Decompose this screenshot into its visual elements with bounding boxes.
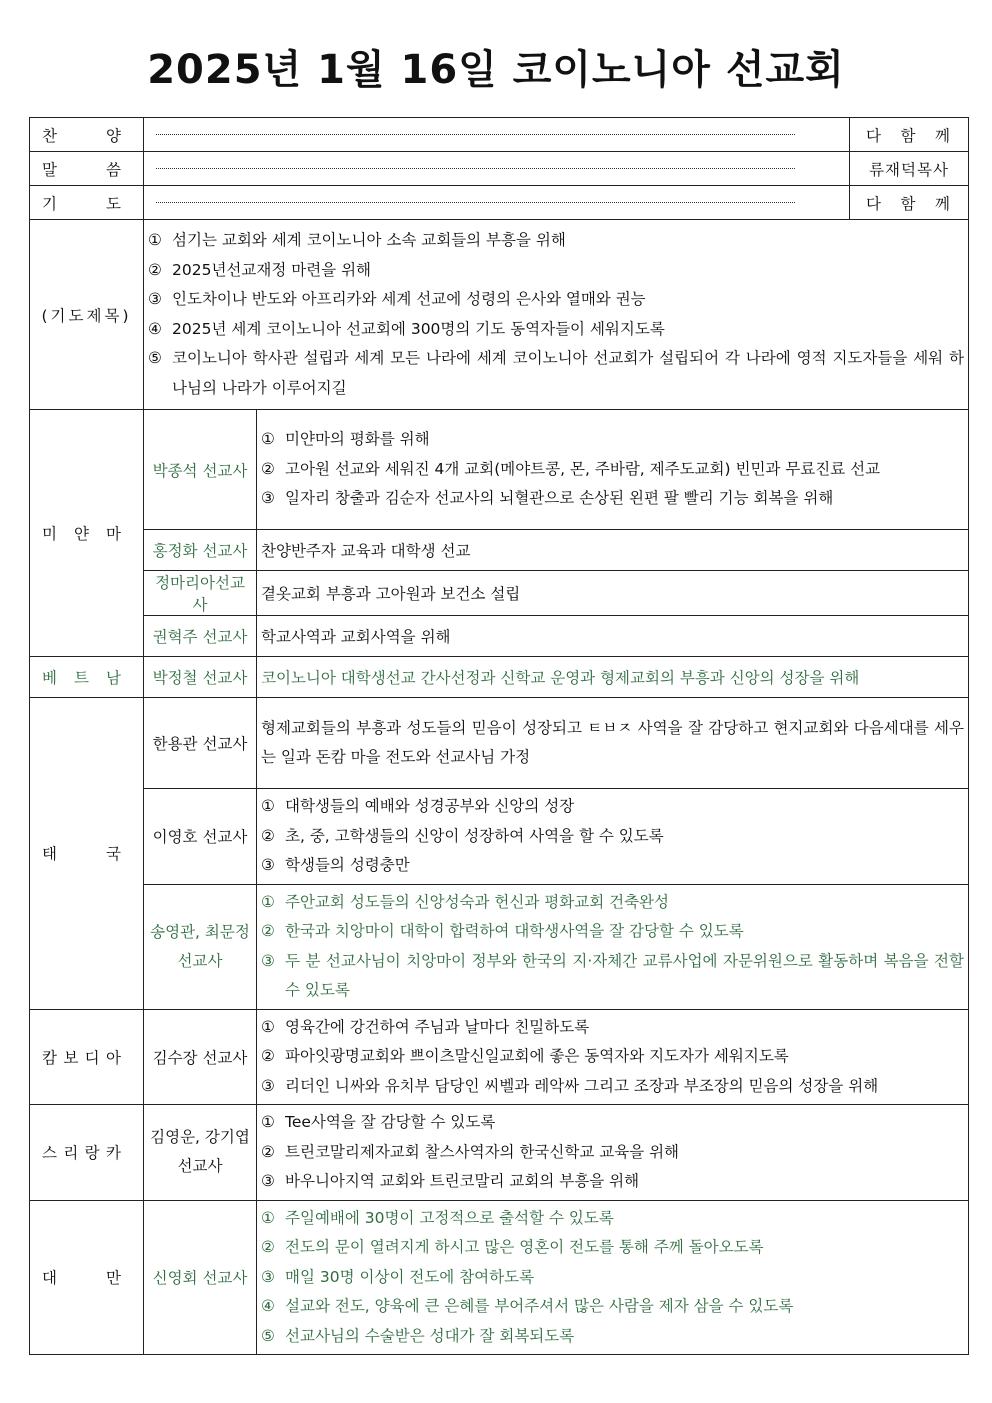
list-item: ③ 인도차이나 반도와 아프리카와 세계 선교에 성령의 은사와 열매와 권능 — [148, 290, 646, 308]
page-title: 2025년 1월 16일 코이노니아 선교회 — [147, 47, 845, 93]
service-label: 찬 양 — [30, 118, 144, 152]
prayer-text: 코이노니아 대학생선교 간사선정과 신학교 운영과 형제교회의 부흥과 신앙의 성장을 위해 — [257, 657, 969, 698]
list-item: ② 고아원 선교와 세워진 4개 교회(메야트콩, 몬, 주바람, 제주도교회) 빈민과 무료진료 선교 — [261, 459, 881, 478]
list-item: ① 주안교회 성도들의 신앙성숙과 헌신과 평화교회 건축완성 — [261, 892, 669, 911]
thailand-row-3 — [30, 884, 969, 1009]
myanmar-row-2 — [30, 530, 969, 571]
missionary-name: 이영호 선교사 — [144, 789, 257, 885]
prayer-topics-row — [30, 220, 969, 410]
prayer-list — [257, 410, 969, 530]
cambodia-row — [30, 1009, 969, 1105]
service-row-prayer — [30, 186, 969, 220]
service-leader: 류재덕목사 — [850, 152, 969, 186]
taiwan-row — [30, 1200, 969, 1355]
service-row-praise — [30, 118, 969, 152]
list-item: ① 주일예배에 30명이 고정적으로 출석할 수 있도록 — [261, 1208, 614, 1227]
myanmar-row-4 — [30, 616, 969, 657]
list-item: ③ 리더인 니싸와 유치부 담당인 씨벨과 레악싸 그리고 조장과 부조장의 믿음의 성장을 위해 — [261, 1076, 879, 1095]
list-item: ② 2025년선교재정 마련을 위해 — [148, 260, 372, 279]
missionary-name: 정마리아선교사 — [144, 571, 257, 616]
myanmar-row-3 — [30, 571, 969, 616]
list-item: ③ 바우니아지역 교회와 트린코말리 교회의 부흥을 위해 — [261, 1172, 640, 1190]
country-myanmar: 미 얀 마 — [30, 410, 144, 657]
list-item: ② 전도의 문이 열려지게 하시고 많은 영혼이 전도를 통해 주께 돌아오도록 — [261, 1238, 764, 1256]
missionary-name: 신영회 선교사 — [144, 1200, 257, 1355]
list-item: ① 미얀마의 평화를 위해 — [261, 430, 430, 449]
prayer-text: 곁옷교회 부흥과 고아원과 보건소 설립 — [257, 571, 969, 616]
service-dotted-line — [144, 152, 850, 186]
vietnam-row — [30, 657, 969, 698]
thailand-row-2 — [30, 789, 969, 885]
prayer-topics-list — [144, 220, 969, 410]
prayer-text: 학교사역과 교회사역을 위해 — [257, 616, 969, 657]
myanmar-row-1 — [30, 410, 969, 530]
service-label: 말 씀 — [30, 152, 144, 186]
list-item: ③ 두 분 선교사님이 치앙마이 정부와 한국의 지·자체간 교류사업에 자문위원으로 활동하며 복음을 전할 수 있도록 — [261, 951, 964, 999]
srilanka-row — [30, 1105, 969, 1201]
list-item: ② 초, 중, 고학생들의 신앙이 성장하여 사역을 할 수 있도록 — [261, 826, 664, 845]
prayer-list — [257, 884, 969, 1009]
service-dotted-line — [144, 118, 850, 152]
service-row-sermon — [30, 152, 969, 186]
list-item: ① 영육간에 강건하여 주님과 날마다 친밀하도록 — [261, 1017, 590, 1036]
service-label: 기 도 — [30, 186, 144, 220]
prayer-list — [257, 1105, 969, 1201]
missionary-name: 권혁주 선교사 — [144, 616, 257, 657]
list-item: ① Tee사역을 잘 감당할 수 있도록 — [261, 1113, 496, 1131]
list-item: ① 섬기는 교회와 세계 코이노니아 소속 교회들의 부흥을 위해 — [148, 231, 566, 249]
prayer-list — [257, 789, 969, 885]
list-item: ② 파아잇광명교회와 쁘이츠말신일교회에 좋은 동역자와 지도자가 세워지도록 — [261, 1047, 789, 1065]
country-vietnam: 베 트 남 — [30, 657, 144, 698]
prayer-text: 형제교회들의 부흥과 성도들의 믿음이 성장되고 ㅌㅂㅈ 사역을 잘 감당하고 현지교회와 다음세대를 세우는 일과 돈캄 마을 전도와 선교사님 가정 — [257, 698, 969, 789]
list-item: ① 대학생들의 예배와 성경공부와 신앙의 성장 — [261, 797, 575, 815]
list-item: ④ 설교와 전도, 양육에 큰 은혜를 부어주셔서 많은 사람을 제자 삼을 수 있도록 — [261, 1297, 794, 1315]
list-item: ⑤ 선교사님의 수술받은 성대가 잘 회복되도록 — [261, 1326, 575, 1345]
country-taiwan: 대 만 — [30, 1200, 144, 1355]
prayer-list — [257, 1009, 969, 1105]
list-item: ② 한국과 치앙마이 대학이 합력하여 대학생사역을 잘 감당할 수 있도록 — [261, 922, 744, 940]
country-cambodia: 캄 보 디 아 — [30, 1009, 144, 1105]
service-leader: 다 함 께 — [850, 118, 969, 152]
list-item: ⑤ 코이노니아 학사관 설립과 세계 모든 나라에 세계 코이노니아 선교회가 설립되어 각 나라에 영적 지도자들을 세워 하나님의 나라가 이루어지길 — [148, 349, 964, 397]
list-item: ② 트린코말리제자교회 찰스사역자의 한국신학교 교육을 위해 — [261, 1142, 680, 1161]
service-leader: 다 함 께 — [850, 186, 969, 220]
missionary-name: 홍정화 선교사 — [144, 530, 257, 571]
missionary-name: 박정철 선교사 — [144, 657, 257, 698]
schedule-table — [29, 117, 969, 1355]
prayer-list — [257, 1200, 969, 1355]
list-item: ③ 일자리 창출과 김순자 선교사의 뇌혈관으로 손상된 왼편 팔 빨리 기능 회복을 위해 — [261, 489, 834, 508]
missionary-name: 김수장 선교사 — [144, 1009, 257, 1105]
thailand-row-1 — [30, 698, 969, 789]
list-item: ③ 학생들의 성령충만 — [261, 856, 410, 874]
missionary-name: 한용관 선교사 — [144, 698, 257, 789]
prayer-topics-label: (기도제목) — [30, 220, 144, 410]
list-item: ③ 매일 30명 이상이 전도에 참여하도록 — [261, 1267, 535, 1286]
list-item: ④ 2025년 세계 코이노니아 선교회에 300명의 기도 동역자들이 세워지도록 — [148, 319, 665, 338]
missionary-name: 송영관, 최문정 선교사 — [144, 884, 257, 1009]
country-srilanka: 스 리 랑 카 — [30, 1105, 144, 1201]
country-thailand: 태 국 — [30, 698, 144, 1010]
prayer-text: 찬양반주자 교육과 대학생 선교 — [257, 530, 969, 571]
service-dotted-line — [144, 186, 850, 220]
missionary-name: 박종석 선교사 — [144, 410, 257, 530]
missionary-name: 김영운, 강기엽 선교사 — [144, 1105, 257, 1201]
